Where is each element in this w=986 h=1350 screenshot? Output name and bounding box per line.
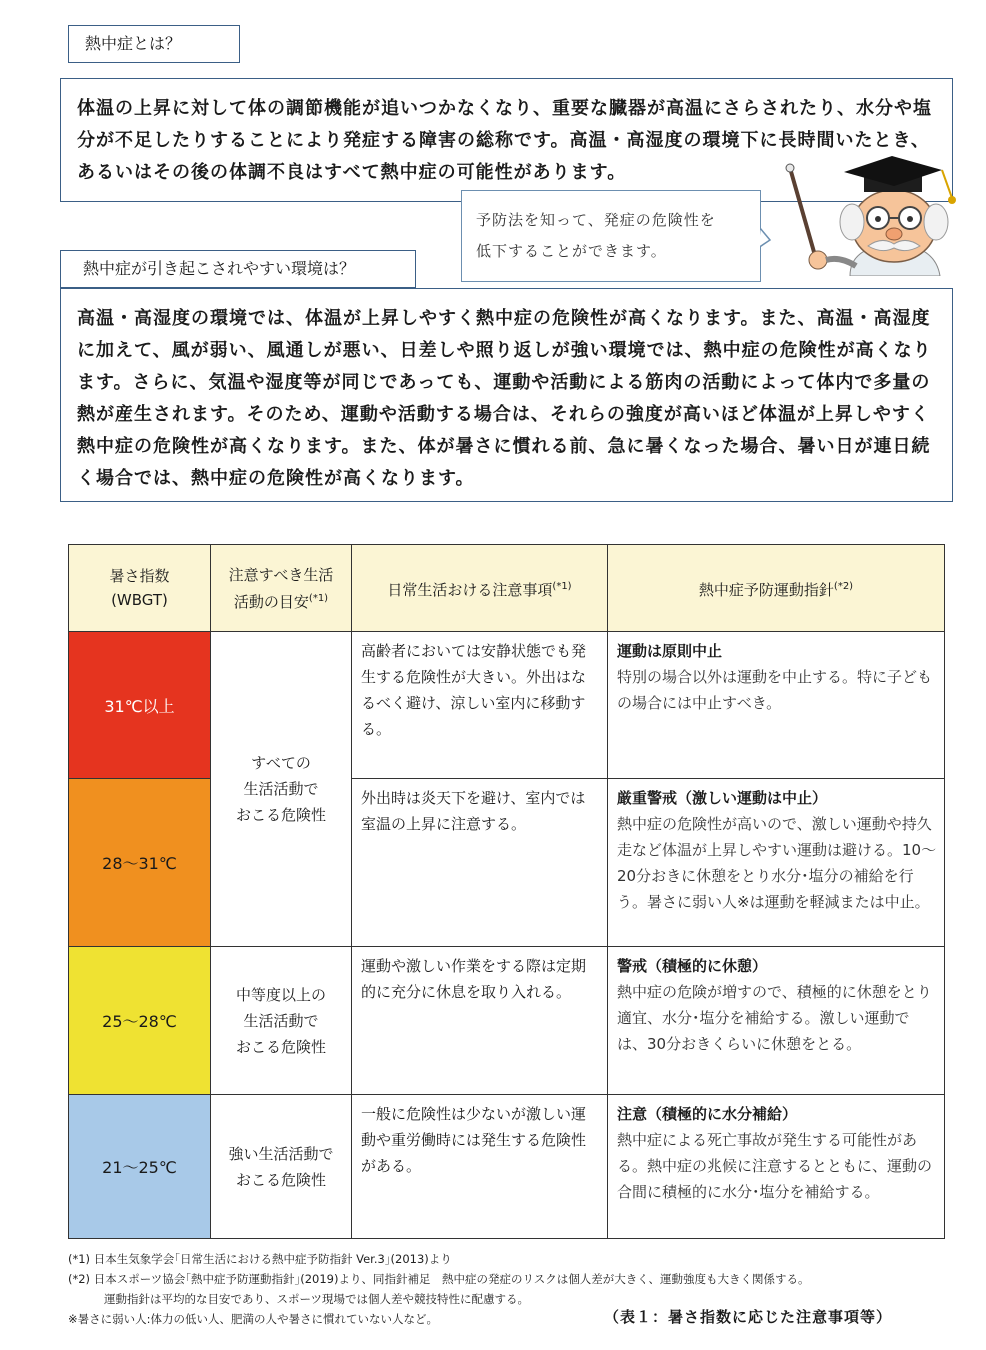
activity-line: おこる危険性 [235, 1037, 326, 1056]
header-wbgt [69, 545, 211, 632]
header-daily-care-sup: (*1) [552, 580, 572, 592]
professor-illustration [760, 148, 986, 276]
table-row [69, 947, 945, 1095]
level-text: 21～25℃ [102, 1158, 177, 1177]
activity-line: おこる危険性 [235, 806, 326, 824]
table-caption: （表１：暑さ指数に応じた注意事項等） [604, 1308, 893, 1326]
header-activity-line2: 活動の目安 [233, 592, 309, 611]
section-label-text: 熱中症とは？ [85, 34, 182, 53]
care-cell [352, 1095, 608, 1239]
guide-cell [608, 947, 945, 1095]
care-cell [352, 779, 608, 947]
guide-text: 熱中症の危険が増すので、積極的に休憩をとり適宜、水分･塩分を補給する。激しい運動では、30分おきくらいに休憩をとる。 [617, 983, 932, 1053]
level-cell-28-31 [69, 779, 211, 947]
guide-title: 注意（積極的に水分補給） [617, 1105, 798, 1123]
care-text: 高齢者においては安静状態でも発生する危険性が大きい。外出はなるべく避け、涼しい室内に移動する。 [361, 642, 587, 738]
level-cell-25-28 [69, 947, 211, 1095]
guide-text: 特別の場合以外は運動を中止する。特に子どもの場合には中止すべき。 [617, 668, 933, 712]
guide-text: 熱中症の危険性が高いので、激しい運動や持久走など体温が上昇しやすい運動は避ける。10～20分おきに休憩をとり水分･塩分の補給を行う。暑さに弱い人※は運動を軽減または中止。 [617, 815, 937, 911]
activity-line: 中等度以上の [235, 985, 326, 1004]
table-row [69, 779, 945, 947]
header-activity-sup: (*1) [308, 592, 329, 604]
activity-cell-strong [211, 1095, 352, 1239]
table-row [69, 1095, 945, 1239]
bubble-line-2: 低下することができます。 [476, 242, 667, 260]
footnote-1: (*1) 日本生気象学会｢日常生活における熱中症予防指針 Ver.3｣(2013)より [68, 1252, 452, 1266]
care-text: 運動や激しい作業をする際は定期的に充分に休息を取り入れる。 [361, 957, 587, 1001]
header-exercise-guide-text: 熱中症予防運動指針 [698, 580, 834, 599]
wbgt-table [68, 544, 945, 1239]
guide-title: 厳重警戒（激しい運動は中止） [617, 789, 828, 807]
level-text: 31℃以上 [104, 696, 175, 716]
speech-bubble [461, 190, 761, 282]
activity-line: 生活活動で [243, 1011, 319, 1030]
section-label-text: 熱中症が引き起こされやすい環境は？ [83, 259, 356, 278]
activity-cell-moderate [211, 947, 352, 1095]
activity-line: すべての [251, 754, 311, 772]
guide-cell [608, 632, 945, 779]
guide-cell [608, 1095, 945, 1239]
table-row [69, 632, 945, 779]
definition-text: 体温の上昇に対して体の調節機能が追いつかなくなり、重要な臓器が高温にさらされたり、水分や塩分が不足したりすることにより発症する障害の総称です。高温・高湿度の環境下に長時間いたとき、あるいはその後の体調不良はすべて熱中症の可能性があります。 [77, 98, 932, 183]
header-exercise-guide [608, 545, 945, 632]
level-text: 25～28℃ [102, 1012, 177, 1031]
activity-cell-all [211, 632, 352, 947]
care-cell [352, 947, 608, 1095]
section-label-environment [60, 250, 416, 288]
table-header-row [69, 545, 945, 632]
section-label-heatstroke [68, 25, 240, 63]
activity-line: 強い生活活動で [228, 1144, 334, 1163]
footnote-3: 運動指針は平均的な目安であり、スポーツ現場では個人差や競技特性に配慮する。 [104, 1292, 530, 1306]
header-wbgt-line1: 暑さ指数 [109, 567, 170, 585]
guide-title: 警戒（積極的に休憩） [617, 957, 768, 975]
header-wbgt-line2: (WBGT) [111, 591, 168, 609]
level-cell-21-25 [69, 1095, 211, 1239]
guide-title: 運動は原則中止 [617, 642, 723, 660]
guide-text: 熱中症による死亡事故が発生する可能性がある。熱中症の兆候に注意するとともに、運動の合間に積極的に水分･塩分を補給する。 [617, 1131, 933, 1201]
activity-line: おこる危険性 [235, 1170, 326, 1189]
care-text: 外出時は炎天下を避け、室内では室温の上昇に注意する。 [361, 789, 586, 833]
header-activity [211, 545, 352, 632]
bubble-line-1: 予防法を知って、発症の危険性を [476, 211, 716, 229]
level-cell-31 [69, 632, 211, 779]
header-daily-care-text: 日常生活おける注意事項 [387, 580, 553, 599]
footnote-4: ※暑さに弱い人:体力の低い人、肥満の人や暑さに慣れていない人など。 [68, 1312, 439, 1326]
level-text: 28～31℃ [102, 854, 177, 873]
header-exercise-guide-sup: (*2) [833, 580, 854, 592]
header-daily-care [352, 545, 608, 632]
footnote-2: (*2) 日本スポーツ協会｢熱中症予防運動指針｣(2019)より、同指針補足 熱中症の発症のリスクは個人差が大きく、運動強度も大きく関係する。 [68, 1272, 810, 1286]
header-activity-line1: 注意すべき生活 [228, 565, 334, 584]
guide-cell [608, 779, 945, 947]
care-cell [352, 632, 608, 779]
environment-text: 高温・高湿度の環境では、体温が上昇しやすく熱中症の危険性が高くなります。また、高温・高湿度に加えて、風が弱い、風通しが悪い、日差しや照り返しが強い環境では、熱中症の危険性が高くなります。さらに、気温や湿度等が同じであっても、運動や活動による筋肉の活動によって体内で多量の熱が産生されます。そのため、運動や活動する場合は、それらの強度が高いほど体温が上昇しやすく熱中症の危険性が高くなります。また、体が暑さに慣れる前、急に暑くなった場合、暑い日が連日続く場合では、熱中症の危険性が高くなります。 [77, 308, 932, 489]
care-text: 一般に危険性は少ないが激しい運動や重労働時には発生する危険性がある。 [361, 1105, 587, 1175]
environment-box [60, 288, 953, 502]
activity-line: 生活活動で [243, 780, 319, 798]
